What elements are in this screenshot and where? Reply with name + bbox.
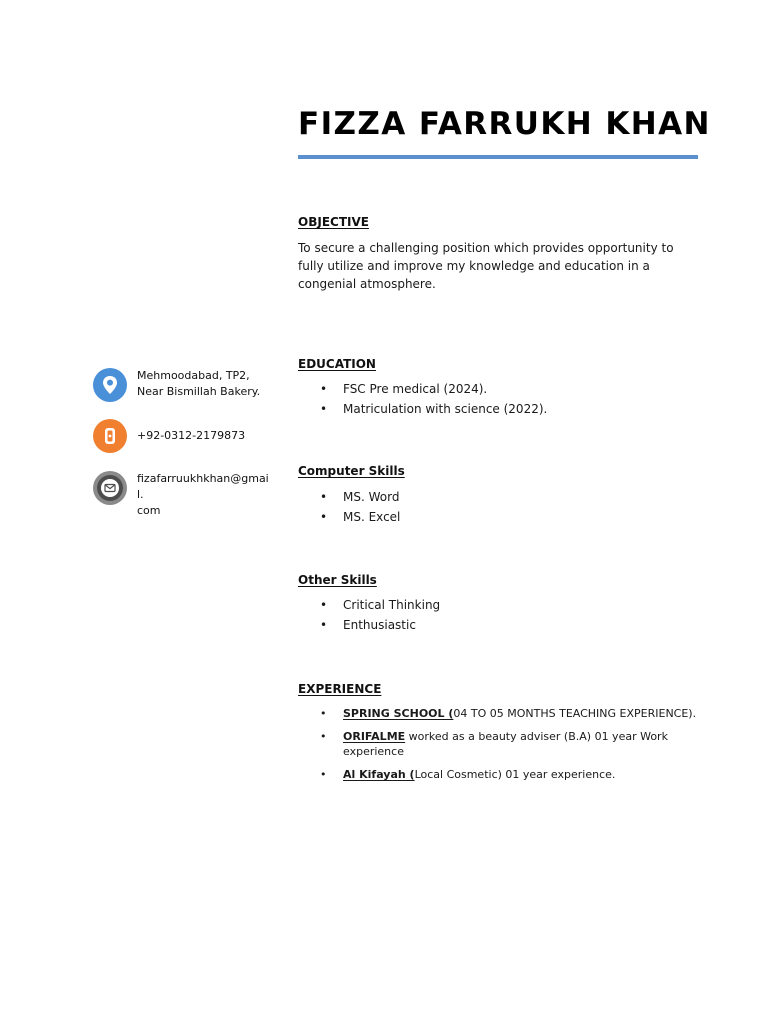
- list-item: • MS. Excel: [320, 510, 401, 524]
- address-text: [137, 368, 273, 400]
- education-heading: EDUCATION: [298, 357, 376, 371]
- other-skill-item: Enthusiastic: [343, 618, 416, 632]
- email-text: [137, 471, 273, 519]
- list-item: • MS. Word: [320, 490, 400, 504]
- experience-detail: Local Cosmetic) 01 year experience.: [414, 768, 616, 781]
- phone-text: +92-0312-2179873: [137, 429, 246, 442]
- other-skills-heading: Other Skills: [298, 573, 377, 587]
- experience-section: [298, 682, 698, 782]
- name-underline-rule: [298, 155, 698, 159]
- computer-skills-section: [298, 464, 698, 528]
- list-item: • SPRING SCHOOL (04 TO 05 MONTHS TEACHING EXPERIENCE).: [320, 707, 697, 720]
- computer-skills-list: [298, 488, 698, 528]
- contact-phone: [93, 419, 273, 453]
- objective-section: [298, 215, 698, 293]
- email-line-2: com: [137, 504, 161, 517]
- email-line-1: fizafarruukhkhan@gmail.: [137, 472, 269, 501]
- phone-icon: [93, 419, 127, 453]
- email-icon: [93, 471, 127, 505]
- education-section: [298, 357, 698, 420]
- computer-skills-heading: Computer Skills: [298, 464, 405, 478]
- education-list: [298, 380, 698, 420]
- list-item: • Critical Thinking: [320, 598, 441, 612]
- experience-lead: ORIFALME: [343, 730, 406, 743]
- candidate-name: FIZZA FARRUKH KHAN: [298, 106, 711, 142]
- experience-lead: SPRING SCHOOL (: [343, 707, 454, 720]
- address-line-1: Mehmoodabad, TP2,: [137, 369, 250, 382]
- experience-lead: Al Kifayah (: [343, 768, 415, 781]
- other-skill-item: Critical Thinking: [343, 598, 441, 612]
- contact-email: [93, 471, 273, 517]
- experience-detail: worked as a beauty adviser (B.A) 01 year Work experience: [343, 730, 668, 758]
- list-item: • Al Kifayah (Local Cosmetic) 01 year experience.: [320, 768, 616, 781]
- other-skills-section: [298, 573, 698, 636]
- objective-text: To secure a challenging position which provides opportunity to fully utilize and improve my knowledge and education in a congenial atmosphere.: [298, 241, 674, 291]
- address-line-2: Near Bismillah Bakery.: [137, 385, 261, 398]
- contact-address: [93, 368, 273, 404]
- experience-heading: EXPERIENCE: [298, 682, 382, 696]
- objective-heading: OBJECTIVE: [298, 215, 369, 229]
- experience-list: [298, 706, 698, 782]
- list-item: • Enthusiastic: [320, 618, 416, 632]
- list-item: • Matriculation with science (2022).: [320, 402, 548, 416]
- computer-skill-item: MS. Word: [343, 490, 400, 504]
- computer-skill-item: MS. Excel: [343, 510, 401, 524]
- map-pin-icon: [93, 368, 127, 402]
- education-item: Matriculation with science (2022).: [343, 402, 548, 416]
- experience-detail: 04 TO 05 MONTHS TEACHING EXPERIENCE).: [453, 707, 697, 720]
- list-item: • ORIFALME worked as a beauty adviser (B.A) 01 year Work experience: [320, 730, 668, 758]
- education-item: FSC Pre medical (2024).: [343, 382, 488, 396]
- other-skills-list: [298, 596, 698, 636]
- list-item: • FSC Pre medical (2024).: [320, 382, 488, 396]
